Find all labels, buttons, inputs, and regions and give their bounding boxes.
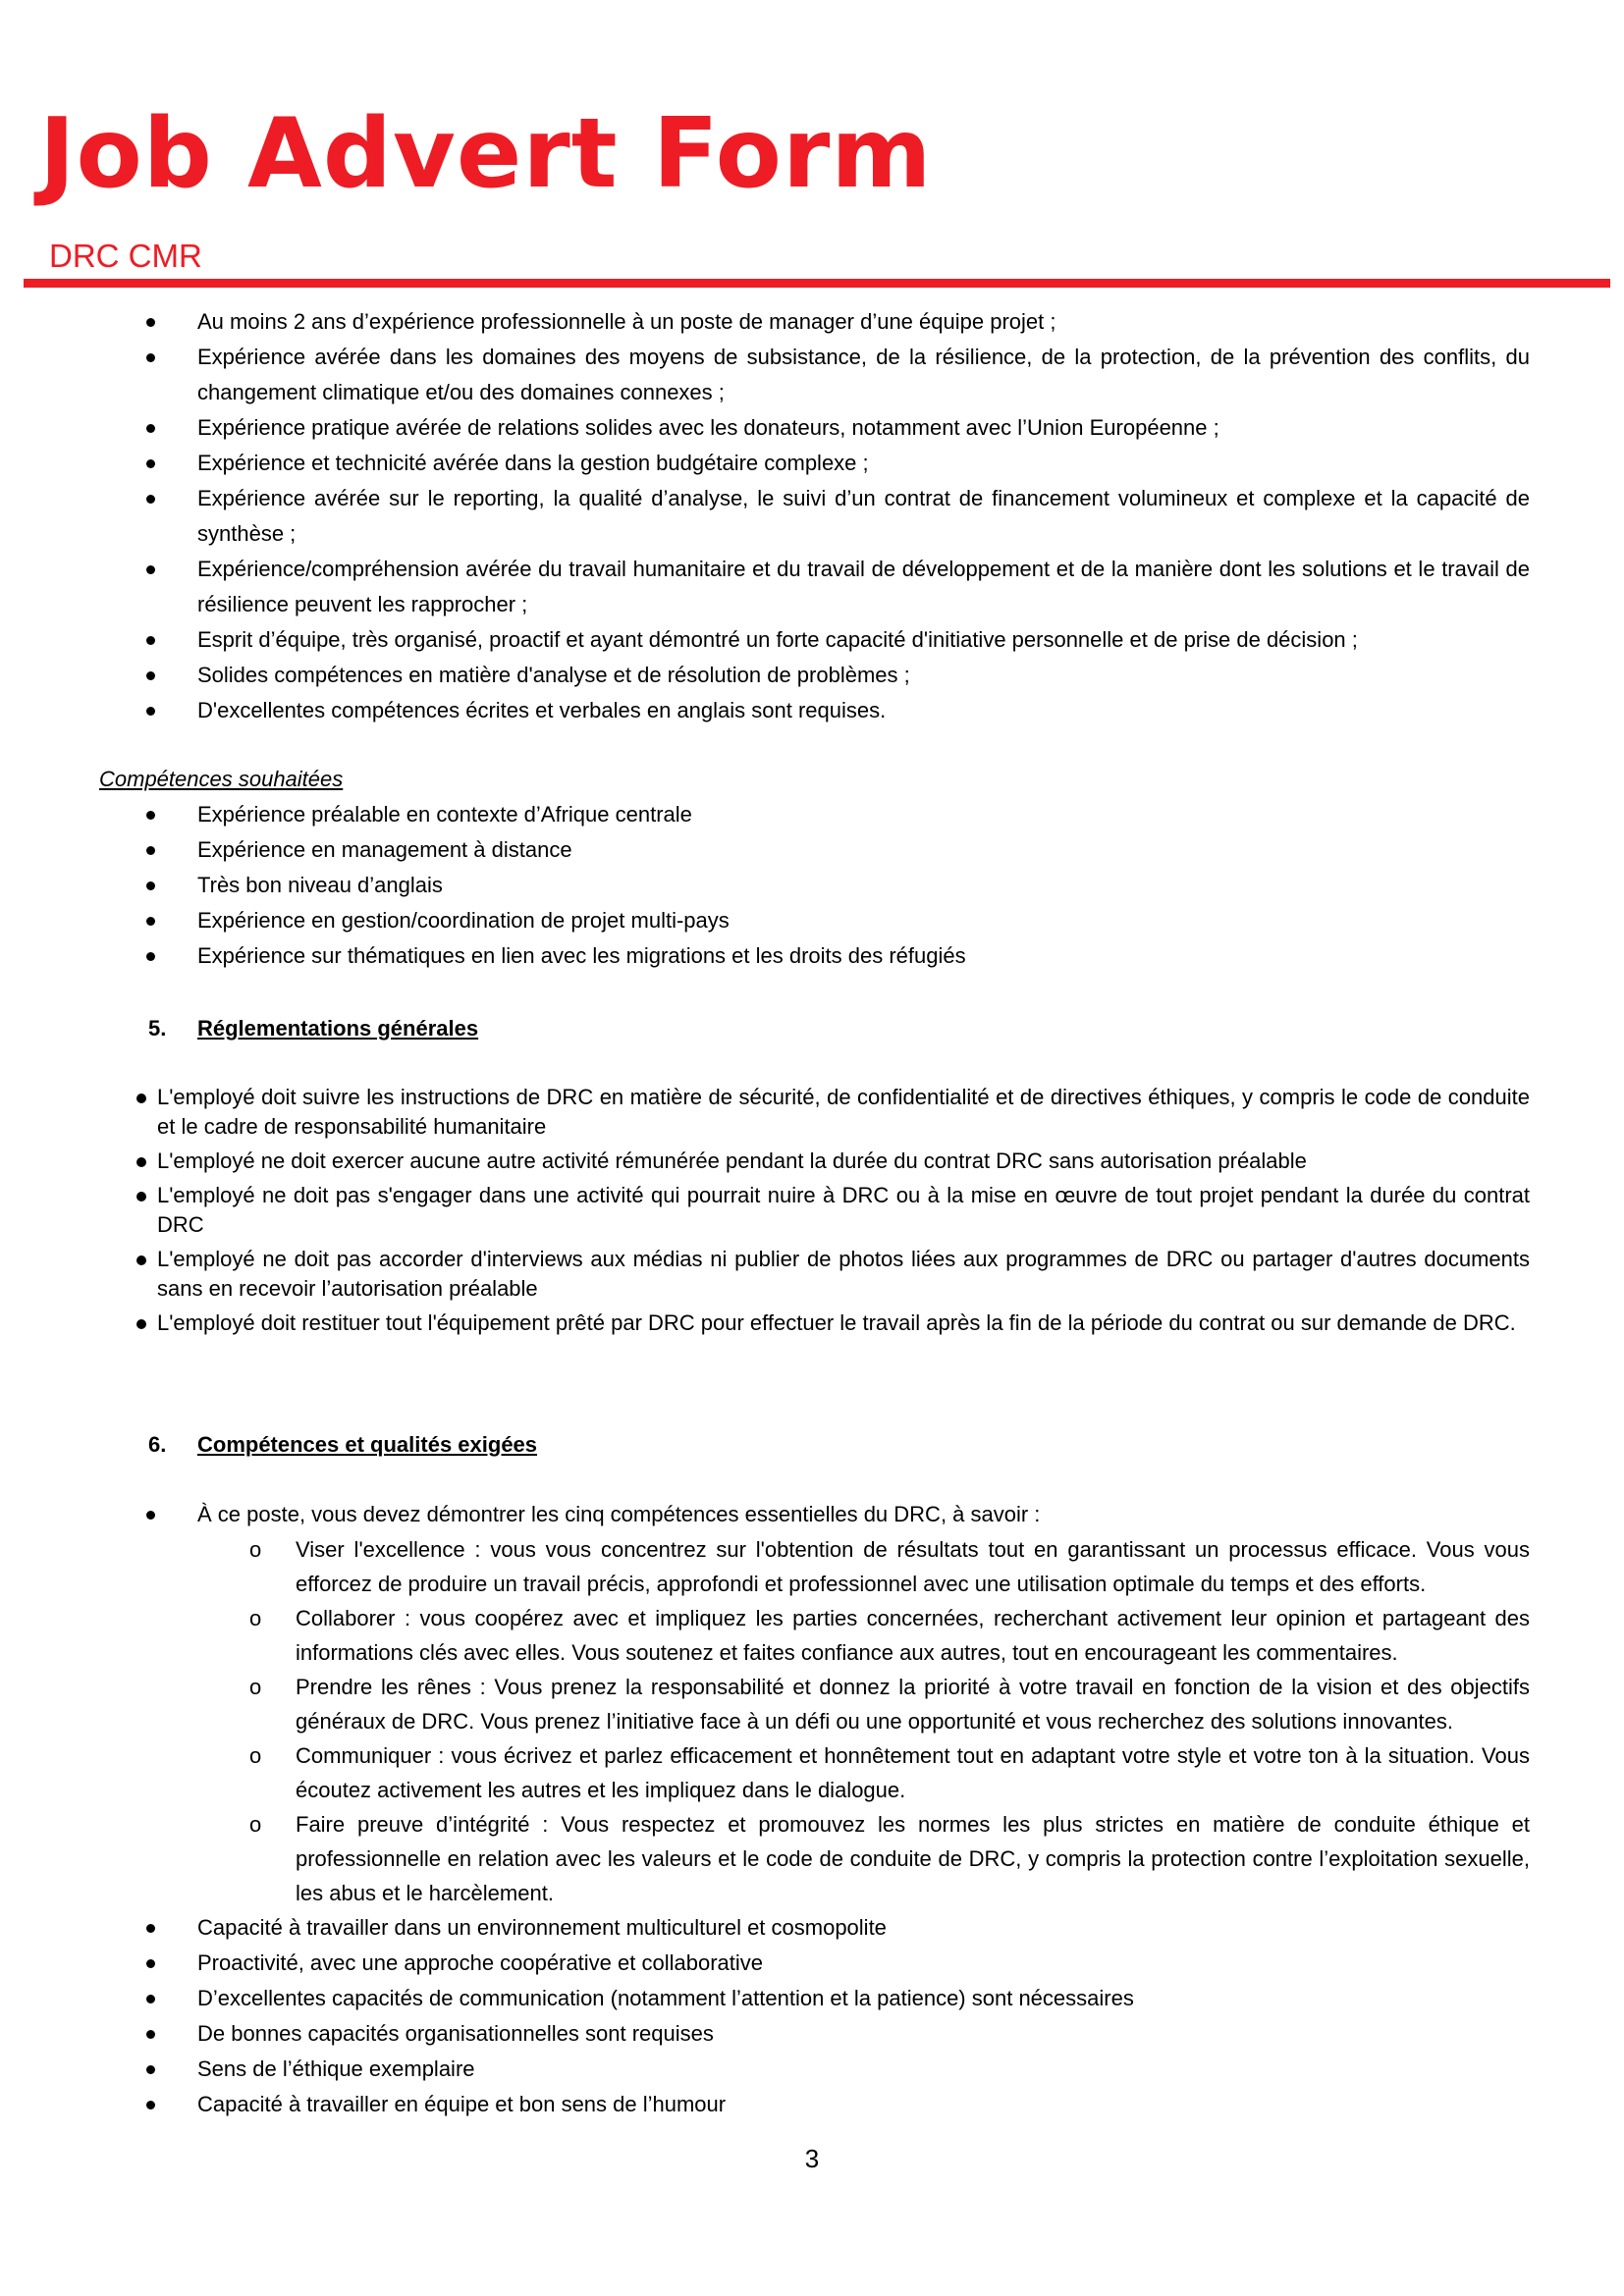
page-title: Job Advert Form xyxy=(39,98,933,210)
list-item: L'employé doit restituer tout l'équipement prêté par DRC pour effectuer le travail après la fin de la période du contrat ou sur demande de DRC. xyxy=(0,1308,1624,1338)
bullet-icon xyxy=(146,2065,155,2074)
list-item: Expérience avérée sur le reporting, la qualité d’analyse, le suivi d’un contrat de financement volumineux et complexe et la capacité de synthèse ; xyxy=(0,481,1624,552)
competencies-list xyxy=(0,1497,1624,2122)
list-item: o Communiquer : vous écrivez et parlez efficacement et honnêtement tout en adaptant votre style et votre ton à la situation. Vous écoutez activement les autres et les impliquez dans le dialogue. xyxy=(0,1738,1624,1807)
section-title: Réglementations générales xyxy=(197,1016,479,1041)
bullet-icon xyxy=(146,707,155,716)
bullet-icon xyxy=(146,2101,155,2109)
list-item: o Viser l'excellence : vous vous concentrez sur l'obtention de résultats tout en garantissant un processus efficace. Vous vous efforcez de produire un travail précis, approfondi et professionnel avec une utilisation optimale du temps et des efforts. xyxy=(0,1532,1624,1601)
circle-bullet-icon: o xyxy=(249,1537,262,1562)
list-item: Expérience préalable en contexte d’Afrique centrale xyxy=(0,797,1624,832)
list-item: o Prendre les rênes : Vous prenez la responsabilité et donnez la priorité à votre travail en fonction de la vision et des objectifs généraux de DRC. Vous prenez l’initiative face à un défi ou une opportunité et vous recherchez des solutions innovantes. xyxy=(0,1670,1624,1738)
bullet-icon xyxy=(146,318,155,327)
bullet-icon xyxy=(146,1511,155,1520)
section-number: 6. xyxy=(148,1432,167,1457)
desired-skills-heading: Compétences souhaitées xyxy=(99,767,344,791)
bullet-icon xyxy=(146,424,155,433)
bullet-icon xyxy=(146,881,155,890)
bullet-icon xyxy=(146,459,155,468)
list-item: Esprit d’équipe, très organisé, proactif et ayant démontré un forte capacité d'initiative personnelle et de prise de décision ; xyxy=(0,622,1624,658)
bullet-icon xyxy=(146,846,155,855)
list-item: Expérience en gestion/coordination de projet multi-pays xyxy=(0,903,1624,938)
list-item: Solides compétences en matière d'analyse et de résolution de problèmes ; xyxy=(0,658,1624,693)
bullet-icon xyxy=(146,811,155,820)
section-number: 5. xyxy=(148,1016,167,1041)
list-item: Expérience et technicité avérée dans la gestion budgétaire complexe ; xyxy=(0,446,1624,481)
bullet-icon xyxy=(136,1192,146,1201)
desired-skills-list xyxy=(0,797,1624,974)
header-divider xyxy=(24,279,1610,288)
bullet-icon xyxy=(146,353,155,362)
list-item: Proactivité, avec une approche coopérative et collaborative xyxy=(0,1946,1624,1981)
bullet-icon xyxy=(146,1959,155,1968)
bullet-icon xyxy=(146,565,155,574)
list-item: De bonnes capacités organisationnelles sont requises xyxy=(0,2016,1624,2052)
circle-bullet-icon: o xyxy=(249,1743,262,1768)
list-item: Expérience pratique avérée de relations solides avec les donateurs, notamment avec l’Union Européenne ; xyxy=(0,410,1624,446)
list-item: Expérience/compréhension avérée du travail humanitaire et du travail de développement et de la manière dont les solutions et le travail de résilience peuvent les rapprocher ; xyxy=(0,552,1624,622)
list-item: o Faire preuve d’intégrité : Vous respectez et promouvez les normes les plus strictes en matière de conduite éthique et professionnelle en relation avec les valeurs et le code de conduite de DRC, y compris la protection contre l’exploitation sexuelle, les abus et le harcèlement. xyxy=(0,1807,1624,1910)
list-item: L'employé doit suivre les instructions de DRC en matière de sécurité, de confidentialité et de directives éthiques, y compris le code de conduite et le cadre de responsabilité humanitaire xyxy=(0,1083,1624,1142)
regulations-list xyxy=(0,1083,1624,1343)
page-number: 3 xyxy=(804,2144,820,2173)
list-item: Capacité à travailler dans un environnement multiculturel et cosmopolite xyxy=(0,1910,1624,1946)
section-heading-6 xyxy=(148,1427,537,1463)
bullet-icon xyxy=(146,952,155,961)
bullet-icon xyxy=(146,495,155,504)
list-item: Expérience en management à distance xyxy=(0,832,1624,868)
bullet-icon xyxy=(146,2030,155,2039)
list-item: Expérience avérée dans les domaines des moyens de subsistance, de la résilience, de la protection, de la prévention des conflits, du changement climatique et/ou des domaines connexes ; xyxy=(0,340,1624,410)
list-item: D’excellentes capacités de communication (notamment l’attention et la patience) sont nécessaires xyxy=(0,1981,1624,2016)
bullet-icon xyxy=(136,1157,146,1167)
bullet-icon xyxy=(146,671,155,680)
bullet-icon xyxy=(136,1319,146,1329)
list-item: L'employé ne doit pas accorder d'interviews aux médias ni publier de photos liées aux programmes de DRC ou partager d'autres documents sans en recevoir l’autorisation préalable xyxy=(0,1245,1624,1304)
circle-bullet-icon: o xyxy=(249,1606,262,1630)
list-item: Sens de l’éthique exemplaire xyxy=(0,2052,1624,2087)
list-item: D'excellentes compétences écrites et verbales en anglais sont requises. xyxy=(0,693,1624,728)
section-title: Compétences et qualités exigées xyxy=(197,1432,538,1457)
list-item: À ce poste, vous devez démontrer les cinq compétences essentielles du DRC, à savoir : o Viser l'excellence : vous vous concentrez sur l'obtention de résultats tout en garantissant un processus efficace. Vous vous efforcez de produire un travail précis, approfondi et professionnel avec une utilisation optimale du temps et des efforts. o Collaborer : vous coopérez avec et impliquez les parties concernées, recherchant activement leur opinion et partageant des informations clés avec elles. Vous soutenez et faites confiance aux autres, tout en encourageant les commentaires. o Prendre les rênes : Vous prenez la responsabilité et donnez la priorité à votre travail en fonction de la vision et des objectifs généraux de DRC. Vous prenez l’initiative face à un défi ou une opportunité et vous recherchez des solutions innovantes. o Communiquer : vous écrivez et parlez efficacement et honnêtement tout en adaptant votre style et votre ton à la situation. Vous écoutez activement les autres et les impliquez dans le dialogue. o Faire preuve d’intégrité : Vous respectez et promouvez les normes les plus strictes en matière de conduite éthique et professionnelle en relation avec les valeurs et le code de conduite de DRC, y compris la protection contre l’exploitation sexuelle, les abus et le harcèlement. xyxy=(0,1497,1624,1910)
list-item: Capacité à travailler en équipe et bon sens de l’humour xyxy=(0,2087,1624,2122)
list-item: Très bon niveau d’anglais xyxy=(0,868,1624,903)
list-item: o Collaborer : vous coopérez avec et impliquez les parties concernées, recherchant activement leur opinion et partageant des informations clés avec elles. Vous soutenez et faites confiance aux autres, tout en encourageant les commentaires. xyxy=(0,1601,1624,1670)
list-item: L'employé ne doit exercer aucune autre activité rémunérée pendant la durée du contrat DRC sans autorisation préalable xyxy=(0,1147,1624,1176)
bullet-icon xyxy=(146,1924,155,1933)
list-item: Au moins 2 ans d’expérience professionnelle à un poste de manager d’une équipe projet ; xyxy=(0,304,1624,340)
section-heading-5 xyxy=(148,1011,478,1046)
circle-bullet-icon: o xyxy=(249,1675,262,1699)
bullet-icon xyxy=(136,1094,146,1103)
core-competencies-list xyxy=(0,1532,1624,1910)
bullet-icon xyxy=(146,917,155,926)
requirements-list xyxy=(0,304,1624,728)
circle-bullet-icon: o xyxy=(249,1812,262,1837)
bullet-icon xyxy=(146,1995,155,2003)
list-item: L'employé ne doit pas s'engager dans une activité qui pourrait nuire à DRC ou à la mise en œuvre de tout projet pendant la durée du contrat DRC xyxy=(0,1181,1624,1240)
bullet-icon xyxy=(146,636,155,645)
bullet-icon xyxy=(136,1255,146,1265)
page-subtitle: DRC CMR xyxy=(49,238,202,274)
list-item: Expérience sur thématiques en lien avec les migrations et les droits des réfugiés xyxy=(0,938,1624,974)
